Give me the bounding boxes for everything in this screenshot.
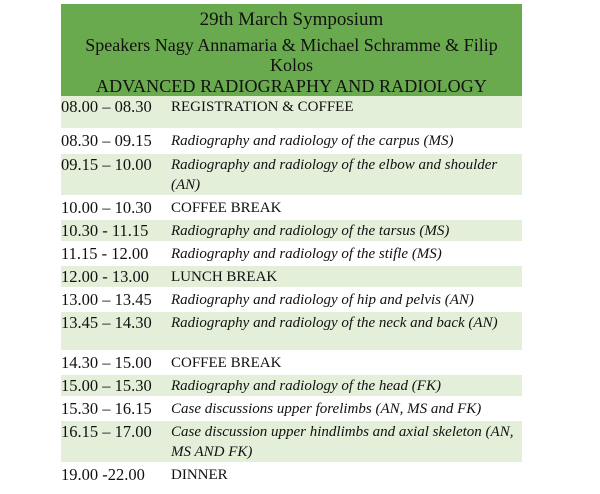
table-row xyxy=(61,374,522,397)
schedule-table xyxy=(61,96,522,487)
session-cell: COFFEE BREAK xyxy=(170,351,522,374)
session-cell: Radiography and radiology of the elbow and shoulder (AN) xyxy=(170,153,522,196)
session-cell: Radiography and radiology of hip and pelvis (AN) xyxy=(170,288,522,311)
table-row xyxy=(61,351,522,374)
table-row xyxy=(61,288,522,311)
session-cell: Radiography and radiology of the tarsus (MS) xyxy=(170,219,522,242)
session-cell: REGISTRATION & COFFEE xyxy=(170,96,522,129)
table-row xyxy=(61,420,522,463)
time-cell: 09.15 – 10.00 xyxy=(61,153,170,196)
time-cell: 12.00 - 13.00 xyxy=(61,265,170,288)
session-cell: DINNER xyxy=(170,463,522,486)
symposium-title: 29th March Symposium xyxy=(199,9,384,30)
session-cell: Radiography and radiology of the head (FK) xyxy=(170,374,522,397)
time-cell: 14.30 – 15.00 xyxy=(61,351,170,374)
table-row xyxy=(61,219,522,242)
speakers-line: Speakers Nagy Annamaria & Michael Schramme & Filip xyxy=(85,35,498,55)
time-cell: 08.00 – 08.30 xyxy=(61,96,170,129)
session-cell: Case discussions upper forelimbs (AN, MS and FK) xyxy=(170,397,522,420)
table-row xyxy=(61,129,522,153)
session-cell: Case discussion upper hindlimbs and axial skeleton (AN, MS AND FK) xyxy=(170,420,522,463)
table-row xyxy=(61,196,522,219)
table-row xyxy=(61,311,522,351)
session-cell: LUNCH BREAK xyxy=(170,265,522,288)
time-cell: 10.30 - 11.15 xyxy=(61,219,170,242)
schedule-header xyxy=(61,4,522,96)
table-row xyxy=(61,265,522,288)
time-cell: 15.00 – 15.30 xyxy=(61,374,170,397)
symposium-schedule xyxy=(61,4,522,487)
table-row xyxy=(61,463,522,486)
time-cell: 11.15 - 12.00 xyxy=(61,242,170,265)
session-cell: Radiography and radiology of the stifle (MS) xyxy=(170,242,522,265)
session-cell: Radiography and radiology of the carpus (MS) xyxy=(170,129,522,153)
time-cell: 13.00 – 13.45 xyxy=(61,288,170,311)
session-cell: COFFEE BREAK xyxy=(170,196,522,219)
time-cell: 10.00 – 10.30 xyxy=(61,196,170,219)
time-cell: 16.15 – 17.00 xyxy=(61,420,170,463)
table-row xyxy=(61,242,522,265)
session-cell: Radiography and radiology of the neck and back (AN) xyxy=(170,311,522,351)
time-cell: 15.30 – 16.15 xyxy=(61,397,170,420)
time-cell: 08.30 – 09.15 xyxy=(61,129,170,153)
course-title: ADVANCED RADIOGRAPHY AND RADIOLOGY xyxy=(96,76,487,96)
speakers-line-continued: Kolos xyxy=(269,55,313,75)
table-row xyxy=(61,397,522,420)
time-cell: 19.00 -22.00 xyxy=(61,463,170,486)
time-cell: 13.45 – 14.30 xyxy=(61,311,170,351)
table-row xyxy=(61,96,522,129)
table-row xyxy=(61,153,522,196)
